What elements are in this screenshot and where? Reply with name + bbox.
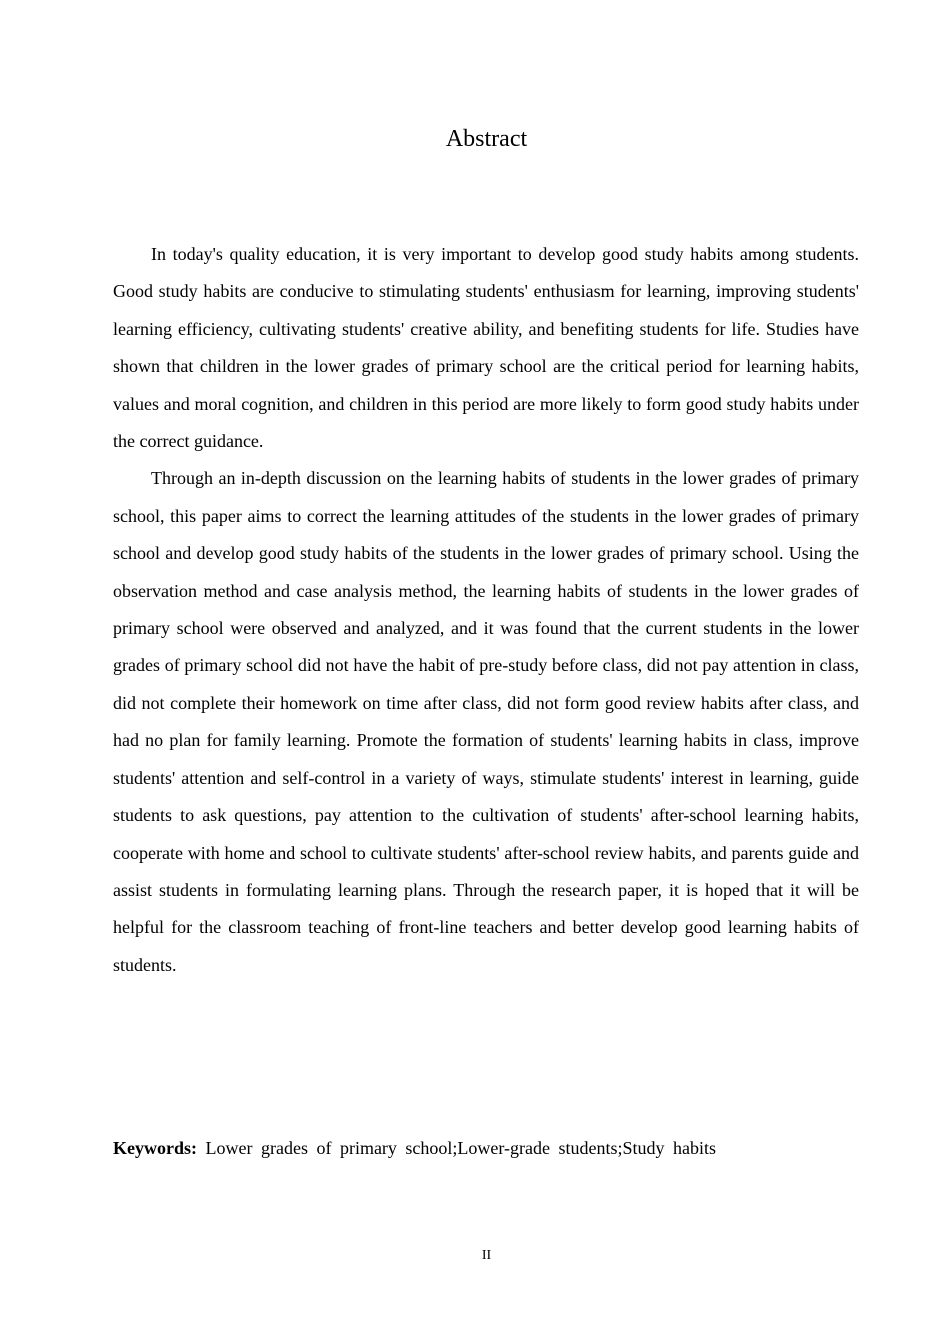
abstract-paragraph-1: In today's quality education, it is very important to develop good study habits among students. Good study habits are conducive to stimulating students' enthusiasm for learning, improving students' learning efficiency, cultivating students' creative ability, and benefiting students for life. Studies have shown that children in the lower grades of primary school are the critical period for learning habits, values and moral cognition, and children in this period are more likely to form good study habits under the correct guidance. xyxy=(113,244,859,452)
page-title: Abstract xyxy=(445,126,528,152)
keywords-label: Keywords: xyxy=(113,1138,197,1158)
keywords-text: Lower grades of primary school;Lower-grade students;Study habits xyxy=(205,1138,717,1158)
page-number: II xyxy=(481,1248,492,1263)
abstract-paragraph-2: Through an in-depth discussion on the learning habits of students in the lower grades of primary school, this paper aims to correct the learning attitudes of the students in the lower grades of primary school and develop good study habits of the students in the lower grades of primary school. Using the observation method and case analysis method, the learning habits of students in the lower grades of primary school were observed and analyzed, and it was found that the current students in the lower grades of primary school did not have the habit of pre-study before class, did not pay attention in class, did not complete their homework on time after class, did not form good review habits after class, and had no plan for family learning. Promote the formation of students' learning habits in class, improve students' attention and self-control in a variety of ways, stimulate students' interest in learning, guide students to ask questions, pay attention to the cultivation of students' after-school learning habits, cooperate with home and school to cultivate students' after-school review habits, and parents guide and assist students in formulating learning plans. Through the research paper, it is hoped that it will be helpful for the classroom teaching of front-line teachers and better develop good learning habits of students. xyxy=(113,468,859,975)
keywords-line xyxy=(113,1130,859,1166)
abstract-body xyxy=(113,236,859,984)
